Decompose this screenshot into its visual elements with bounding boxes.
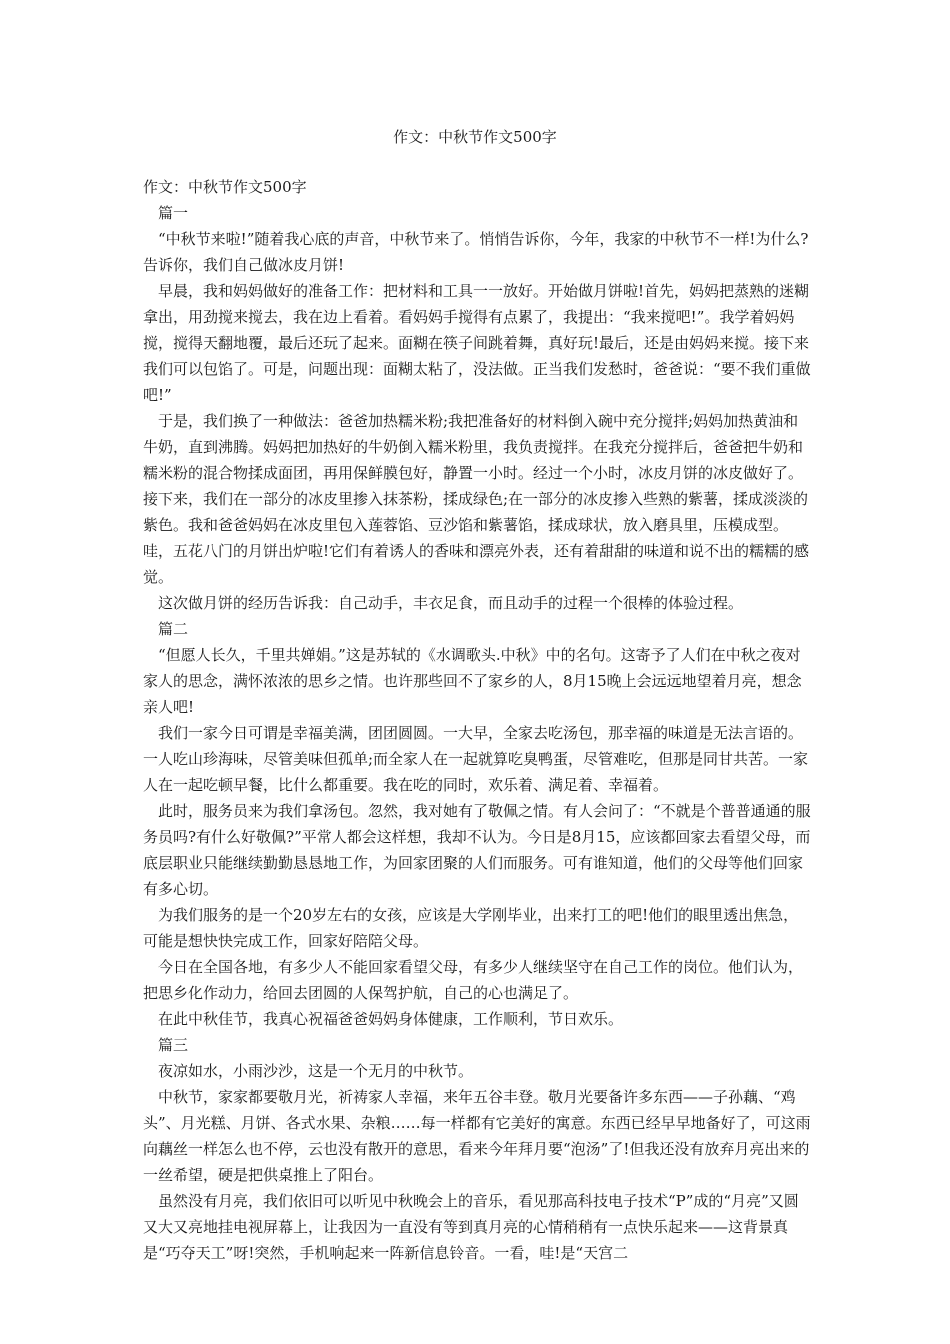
section-heading-1: 篇一 [158,204,189,222]
paragraph: 此时，服务员来为我们拿汤包。忽然，我对她有了敬佩之情。有人会问了：“不就是个普普通通的服务员吗?有什么好敬佩?”平常人都会这样想，我却不认为。今日是8月15，应该都回家去看望父母，而底层职业只能继续勤勤恳恳地工作，为回家团聚的人们而服务。可有谁知道，他们的父母等他们回家有多心切。 [143,802,811,898]
paragraph: 在此中秋佳节，我真心祝福爸爸妈妈身体健康，工作顺利，节日欢乐。 [158,1010,624,1028]
paragraph: 虽然没有月亮，我们依旧可以听见中秋晚会上的音乐，看见那高科技电子技术“P”成的“月亮”又圆又大又亮地挂电视屏幕上，让我因为一直没有等到真月亮的心情稍稍有一点快乐起来——这背景真是“巧夺天工”呀!突然，手机响起来一阵新信息铃音。一看，哇!是“天宫二 [143,1192,799,1262]
paragraph: 今日在全国各地，有多少人不能回家看望父母，有多少人继续坚守在自己工作的岗位。他们认为，把思乡化作动力，给回去团圆的人保驾护航，自己的心也满足了。 [143,958,804,1002]
section-heading-3: 篇三 [158,1036,189,1054]
paragraph: 我们一家今日可谓是幸福美满，团团圆圆。一大早，全家去吃汤包，那幸福的味道是无法言语的。一人吃山珍海味，尽管美味但孤单;而全家人在一起就算吃臭鸭蛋，尽管难吃，但那是同甘共苦。一家人在一起吃顿早餐，比什么都重要。我在吃的同时，欢乐着、满足着、幸福着。 [143,724,809,794]
document-body [143,174,813,1266]
paragraph: 中秋节，家家都要敬月光，祈祷家人幸福，来年五谷丰登。敬月光要备许多东西——子孙藕、“鸡头”、月光糕、月饼、各式水果、杂粮……每一样都有它美好的寓意。东西已经早早地备好了，可这雨向藕丝一样怎么也不停，云也没有散开的意思，看来今年拜月要“泡汤”了!但我还没有放弃月亮出来的一丝希望，硬是把供桌推上了阳台。 [143,1088,811,1184]
paragraph: 早晨，我和妈妈做好的准备工作：把材料和工具一一放好。开始做月饼啦!首先，妈妈把蒸熟的迷糊拿出，用劲搅来搅去，我在边上看着。看妈妈手搅得有点累了，我提出：“我来搅吧!”。我学着妈妈搅，搅得天翻地覆，最后还玩了起来。面糊在筷子间跳着舞，真好玩!最后，还是由妈妈来搅。接下来我们可以包馅了。可是，问题出现：面糊太粘了，没法做。正当我们发愁时，爸爸说：“要不我们重做吧!” [143,282,811,404]
paragraph: 这次做月饼的经历告诉我：自己动手，丰衣足食，而且动手的过程一个很棒的体验过程。 [158,594,744,612]
document-title: 作文：中秋节作文500字 [393,128,557,146]
paragraph: 夜凉如水，小雨沙沙，这是一个无月的中秋节。 [158,1062,474,1080]
document-subtitle: 作文：中秋节作文500字 [143,178,307,196]
paragraph: “但愿人长久，千里共婵娟。”这是苏轼的《水调歌头.中秋》中的名句。这寄予了人们在中秋之夜对家人的思念，满怀浓浓的思乡之情。也许那些回不了家乡的人，8月15晚上会远远地望着月亮，想念亲人吧! [143,646,802,716]
paragraph: 为我们服务的是一个20岁左右的女孩，应该是大学刚毕业，出来打工的吧!他们的眼里透出焦急，可能是想快快完成工作，回家好陪陪父母。 [143,906,799,950]
paragraph: “中秋节来啦!”随着我心底的声音，中秋节来了。悄悄告诉你，今年，我家的中秋节不一样!为什么?告诉你，我们自己做冰皮月饼! [143,230,809,274]
section-heading-2: 篇二 [158,620,189,638]
paragraph: 于是，我们换了一种做法：爸爸加热糯米粉;我把准备好的材料倒入碗中充分搅拌;妈妈加热黄油和牛奶，直到沸腾。妈妈把加热好的牛奶倒入糯米粉里，我负责搅拌。在我充分搅拌后，爸爸把牛奶和糯米粉的混合物揉成面团，再用保鲜膜包好，静置一小时。经过一个小时，冰皮月饼的冰皮做好了。接下来，我们在一部分的冰皮里掺入抹茶粉，揉成绿色;在一部分的冰皮掺入些熟的紫薯，揉成淡淡的紫色。我和爸爸妈妈在冰皮里包入莲蓉馅、豆沙馅和紫薯馅，揉成球状，放入磨具里，压模成型。哇，五花八门的月饼出炉啦!它们有着诱人的香味和漂亮外表，还有着甜甜的味道和说不出的糯糯的感觉。 [143,412,810,586]
